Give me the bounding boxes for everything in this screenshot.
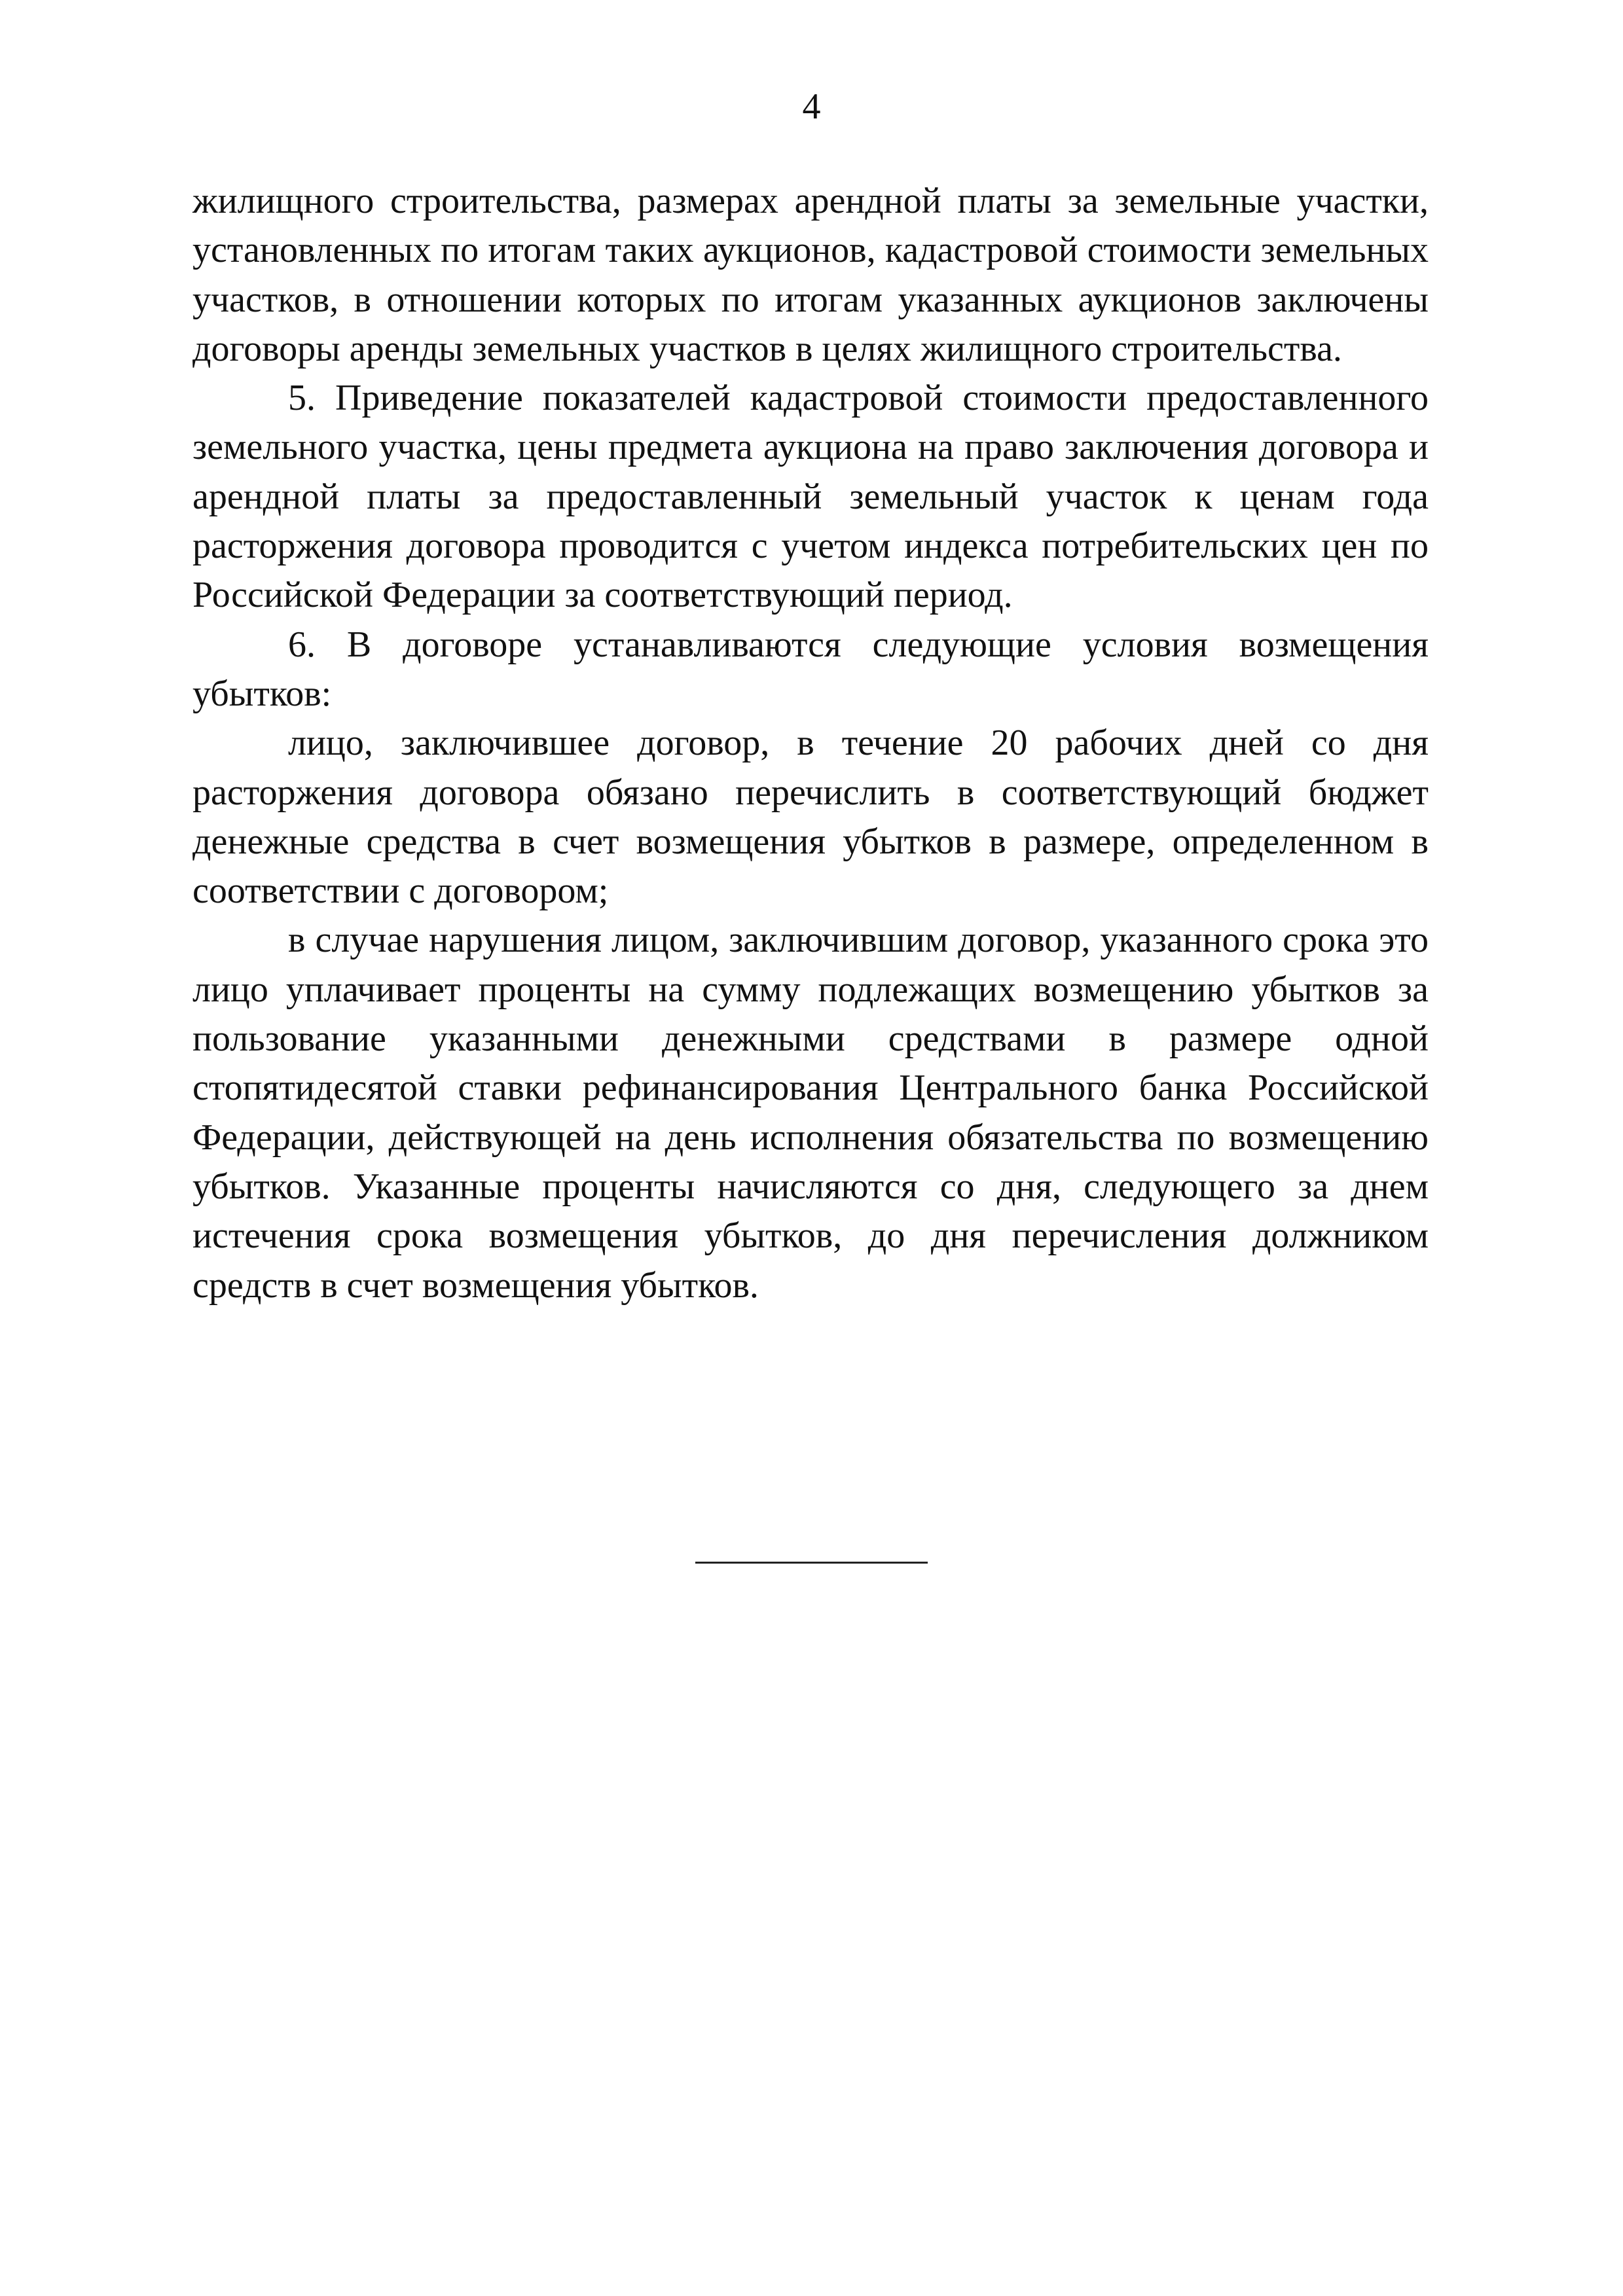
paragraph-item-5: 5. Приведение показателей кадастровой стоимости предоставленного земельного участка, цены предмета аукциона на право заключения договора и арендной платы за предоставленный земельный участок к ценам года расторжения договора проводится с учетом индекса потребительских цен по Российской Федерации за соответствующий период. [192,378,1429,616]
document-body [192,177,1429,1310]
end-of-document-rule [695,1562,928,1564]
paragraph-damages-payment: лицо, заключившее договор, в течение 20 рабочих дней со дня расторжения договора обязано перечислить в соответствующий бюджет денежные средства в счет возмещения убытков в размере, определенном в соответствии с договором; [192,723,1429,912]
paragraph-late-interest: в случае нарушения лицом, заключившим договор, указанного срока это лицо уплачивает проценты на сумму подлежащих возмещению убытков за пользование указанными денежными средствами в размере одной стопятидесятой ставки рефинансирования Центрального банка Российской Федерации, действующей на день исполнения обязательства по возмещению убытков. Указанные проценты начисляются со дня, следующего за днем истечения срока возмещения убытков, до дня перечисления должником средств в счет возмещения убытков. [192,920,1429,1306]
paragraph-item-6: 6. В договоре устанавливаются следующие условия возмещения убытков: [192,624,1429,714]
paragraph-continuation: жилищного строительства, размерах арендной платы за земельные участки, установленных по итогам таких аукционов, кадастровой стоимости земельных участков, в отношении которых по итогам указанных аукционов заключены договоры аренды земельных участков в целях жилищного строительства. [192,181,1429,369]
page-number: 4 [802,86,821,127]
